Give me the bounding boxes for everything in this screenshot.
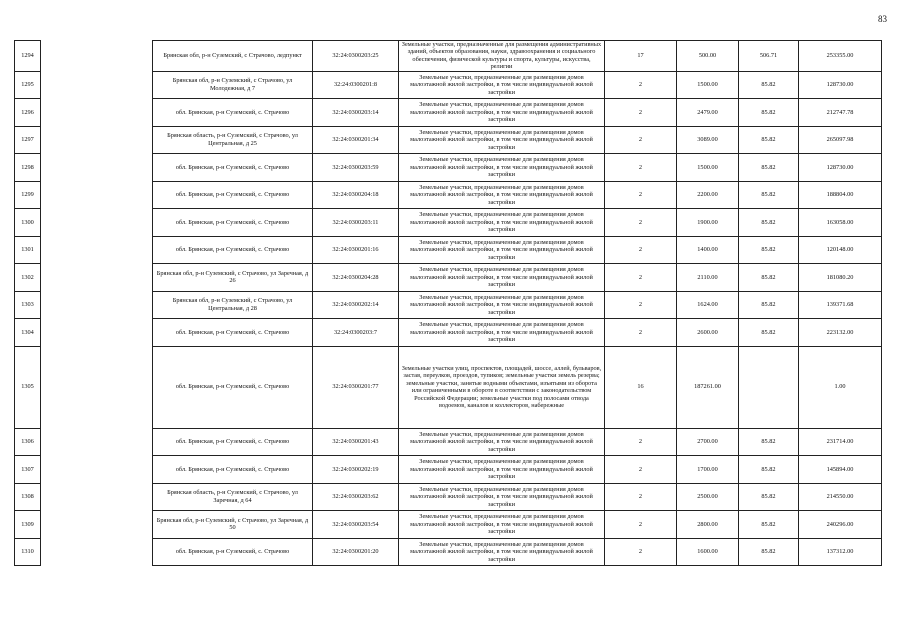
cell-value: 128730.00 [799,154,882,182]
cell-purpose: Земельные участки, предназначенные для размещения домов малоэтажной жилой застройки, в том числе индивидуальной жилой застройки [399,483,605,511]
cell-purpose: Земельные участки, предназначенные для размещения домов малоэтажной жилой застройки, в том числе индивидуальной жилой застройки [399,99,605,127]
table-body [15,41,882,566]
cell-value: 253355.00 [799,41,882,72]
table-row [15,71,882,99]
cell-rate: 85.82 [739,181,799,209]
cell-rate: 85.82 [739,319,799,347]
table-row [15,126,882,154]
cell-purpose: Земельные участки, предназначенные для размещения домов малоэтажной жилой застройки, в том числе индивидуальной жилой застройки [399,236,605,264]
cell-address: обл. Брянская, р-н Суземский, с. Страчово [153,99,313,127]
empty-cell [41,483,153,511]
cell-address: обл. Брянская, р-н Суземский, с. Страчово [153,319,313,347]
cell-value: 231714.00 [799,428,882,456]
empty-cell [41,209,153,237]
cell-num: 1306 [15,428,41,456]
cell-cadastral: 32:24:0300203:54 [313,511,399,539]
cell-purpose: Земельные участки, предназначенные для размещения домов малоэтажной жилой застройки, в том числе индивидуальной жилой застройки [399,181,605,209]
empty-cell [41,154,153,182]
cell-value: 240296.00 [799,511,882,539]
cell-purpose: Земельные участки, предназначенные для размещения домов малоэтажной жилой застройки, в том числе индивидуальной жилой застройки [399,264,605,292]
cell-cadastral: 32:24:0300204:18 [313,181,399,209]
cell-rate: 85.82 [739,154,799,182]
cell-rate: 85.82 [739,483,799,511]
cell-value: 120148.00 [799,236,882,264]
cell-value: 1.00 [799,346,882,428]
cell-address: обл. Брянская, р-н Суземский, с. Страчово [153,538,313,566]
empty-cell [41,538,153,566]
cell-area: 2700.00 [677,428,739,456]
table-row [15,41,882,72]
cell-rate: 85.82 [739,264,799,292]
cell-group: 2 [605,181,677,209]
cell-rate: 85.82 [739,538,799,566]
cell-address: обл. Брянская, р-н Суземский, с. Страчово [153,154,313,182]
cell-area: 1500.00 [677,71,739,99]
cell-purpose: Земельные участки, предназначенные для размещения домов малоэтажной жилой застройки, в том числе индивидуальной жилой застройки [399,209,605,237]
empty-cell [41,319,153,347]
cell-purpose: Земельные участки, предназначенные для размещения домов малоэтажной жилой застройки, в том числе индивидуальной жилой застройки [399,126,605,154]
cell-group: 2 [605,428,677,456]
cell-group: 2 [605,99,677,127]
cell-cadastral: 32:24:0300203:25 [313,41,399,72]
cell-num: 1304 [15,319,41,347]
cell-group: 17 [605,41,677,72]
table-row [15,99,882,127]
cell-area: 187261.00 [677,346,739,428]
table-row [15,511,882,539]
cell-address: Брянская обл, р-н Суземский, с Страчово, ул Молодежная, д 7 [153,71,313,99]
cell-num: 1295 [15,71,41,99]
cell-group: 2 [605,126,677,154]
empty-cell [41,99,153,127]
cell-purpose: Земельные участки, предназначенные для размещения домов малоэтажной жилой застройки, в том числе индивидуальной жилой застройки [399,71,605,99]
empty-cell [41,291,153,319]
cell-num: 1299 [15,181,41,209]
table-row [15,209,882,237]
cell-purpose: Земельные участки улиц, проспектов, площадей, шоссе, аллей, бульваров, застав, переулков, проездов, тупиков; земельные участки земель резерва; земельные участки, занятые водными объектами, изъятыми из оборота или ограниченными в обороте в соответствии с законодательством Российской Федерации; земельные участки под полосами отвода водоемов, каналов и коллекторов, набережные [399,346,605,428]
empty-cell [41,71,153,99]
cell-value: 212747.78 [799,99,882,127]
cell-group: 2 [605,483,677,511]
cell-rate: 85.82 [739,291,799,319]
cell-num: 1309 [15,511,41,539]
cell-cadastral: 32:24:0300203:7 [313,319,399,347]
cell-num: 1305 [15,346,41,428]
table-row [15,291,882,319]
cell-area: 2500.00 [677,483,739,511]
cell-rate [739,346,799,428]
cell-rate: 85.82 [739,99,799,127]
cell-purpose: Земельные участки, предназначенные для размещения домов малоэтажной жилой застройки, в том числе индивидуальной жилой застройки [399,428,605,456]
cell-cadastral: 32:24:0300203:14 [313,99,399,127]
cell-cadastral: 32:24:0300202:19 [313,456,399,484]
cell-num: 1301 [15,236,41,264]
cell-group: 2 [605,154,677,182]
cell-num: 1297 [15,126,41,154]
cell-rate: 85.82 [739,511,799,539]
cell-value: 188804.00 [799,181,882,209]
empty-cell [41,41,153,72]
cell-value: 128730.00 [799,71,882,99]
cell-num: 1298 [15,154,41,182]
cell-cadastral: 32:24:0300201:8 [313,71,399,99]
cell-cadastral: 32:24:0300202:14 [313,291,399,319]
cell-address: обл. Брянская, р-н Суземский, с. Страчово [153,456,313,484]
cell-area: 1600.00 [677,538,739,566]
table-row [15,181,882,209]
cell-address: обл. Брянская, р-н Суземский, с. Страчово [153,428,313,456]
cell-num: 1296 [15,99,41,127]
cell-value: 181080.20 [799,264,882,292]
cell-cadastral: 32:24:0300201:16 [313,236,399,264]
page-number: 83 [878,14,887,24]
cell-address: Брянская область, р-н Суземский, с Страчово, ул Центральная, д 25 [153,126,313,154]
cell-group: 2 [605,209,677,237]
cell-purpose: Земельные участки, предназначенные для размещения домов малоэтажной жилой застройки, в том числе индивидуальной жилой застройки [399,511,605,539]
cell-rate: 506.71 [739,41,799,72]
table-row [15,264,882,292]
cell-address: Брянская обл, р-н Суземский, с Страчово, ул Заречная, д 26 [153,264,313,292]
cell-cadastral: 32:24:0300203:11 [313,209,399,237]
cell-purpose: Земельные участки, предназначенные для размещения домов малоэтажной жилой застройки, в том числе индивидуальной жилой застройки [399,538,605,566]
cell-address: Брянская обл, р-н Суземский, с Страчово, ул Центральная, д 28 [153,291,313,319]
table-row [15,236,882,264]
cell-cadastral: 32:24:0300203:59 [313,154,399,182]
empty-cell [41,126,153,154]
cell-cadastral: 32:24:0300201:43 [313,428,399,456]
cell-value: 145894.00 [799,456,882,484]
cell-num: 1300 [15,209,41,237]
cell-value: 214550.00 [799,483,882,511]
cell-area: 500.00 [677,41,739,72]
cell-value: 265097.98 [799,126,882,154]
cell-area: 1700.00 [677,456,739,484]
cell-cadastral: 32:24:0300201:77 [313,346,399,428]
table-row [15,538,882,566]
cell-rate: 85.82 [739,126,799,154]
cell-num: 1307 [15,456,41,484]
empty-cell [41,511,153,539]
cell-area: 1400.00 [677,236,739,264]
cell-value: 137312.00 [799,538,882,566]
table-row [15,346,882,428]
empty-cell [41,456,153,484]
cell-cadastral: 32:24:0300201:20 [313,538,399,566]
cell-rate: 85.82 [739,236,799,264]
empty-cell [41,428,153,456]
empty-cell [41,264,153,292]
cell-cadastral: 32:24:0300203:62 [313,483,399,511]
cell-group: 2 [605,264,677,292]
empty-cell [41,181,153,209]
cell-area: 2800.00 [677,511,739,539]
cell-num: 1302 [15,264,41,292]
cell-num: 1303 [15,291,41,319]
cell-address: обл. Брянская, р-н Суземский, с. Страчово [153,346,313,428]
cell-rate: 85.82 [739,456,799,484]
table-row [15,319,882,347]
cell-value: 139371.68 [799,291,882,319]
cell-address: обл. Брянская, р-н Суземский, с. Страчово [153,181,313,209]
empty-cell [41,346,153,428]
cell-num: 1294 [15,41,41,72]
cell-group: 2 [605,538,677,566]
cell-area: 2600.00 [677,319,739,347]
cell-area: 1900.00 [677,209,739,237]
cell-cadastral: 32:24:0300204:28 [313,264,399,292]
cell-group: 2 [605,236,677,264]
cell-rate: 85.82 [739,428,799,456]
cell-value: 223132.00 [799,319,882,347]
cell-group: 2 [605,319,677,347]
table-row [15,456,882,484]
cell-group: 2 [605,456,677,484]
cell-area: 2200.00 [677,181,739,209]
table-row [15,428,882,456]
cell-address: обл. Брянская, р-н Суземский, с. Страчово [153,236,313,264]
cell-purpose: Земельные участки, предназначенные для размещения домов малоэтажной жилой застройки, в том числе индивидуальной жилой застройки [399,154,605,182]
cell-area: 2479.00 [677,99,739,127]
cell-area: 1500.00 [677,154,739,182]
empty-cell [41,236,153,264]
cell-address: обл. Брянская, р-н Суземский, с. Страчово [153,209,313,237]
table-row [15,483,882,511]
cell-group: 2 [605,71,677,99]
cell-address: Брянская обл, р-н Суземский, с Страчово, ледпункт [153,41,313,72]
cell-address: Брянская область, р-н Суземский, с Страчово, ул Заречная, д 64 [153,483,313,511]
cell-purpose: Земельные участки, предназначенные для размещения домов малоэтажной жилой застройки, в том числе индивидуальной жилой застройки [399,291,605,319]
cell-purpose: Земельные участки, предназначенные для размещения административных зданий, объектов образования, науки, здравоохранения и социального обеспечения, физической культуры и спорта, культуры, искусства, религии [399,41,605,72]
cell-group: 2 [605,291,677,319]
table-row [15,154,882,182]
cell-value: 163058.00 [799,209,882,237]
cell-num: 1310 [15,538,41,566]
cell-num: 1308 [15,483,41,511]
cell-purpose: Земельные участки, предназначенные для размещения домов малоэтажной жилой застройки, в том числе индивидуальной жилой застройки [399,319,605,347]
cell-rate: 85.82 [739,209,799,237]
cell-group: 2 [605,511,677,539]
cell-area: 2110.00 [677,264,739,292]
cell-area: 1624.00 [677,291,739,319]
cell-address: Брянская обл, р-н Суземский, с Страчово, ул Заречная, д 50 [153,511,313,539]
cell-area: 3089.00 [677,126,739,154]
cadastral-value-table [14,40,882,566]
cell-group: 16 [605,346,677,428]
cell-purpose: Земельные участки, предназначенные для размещения домов малоэтажной жилой застройки, в том числе индивидуальной жилой застройки [399,456,605,484]
cell-rate: 85.82 [739,71,799,99]
cell-cadastral: 32:24:0300201:34 [313,126,399,154]
